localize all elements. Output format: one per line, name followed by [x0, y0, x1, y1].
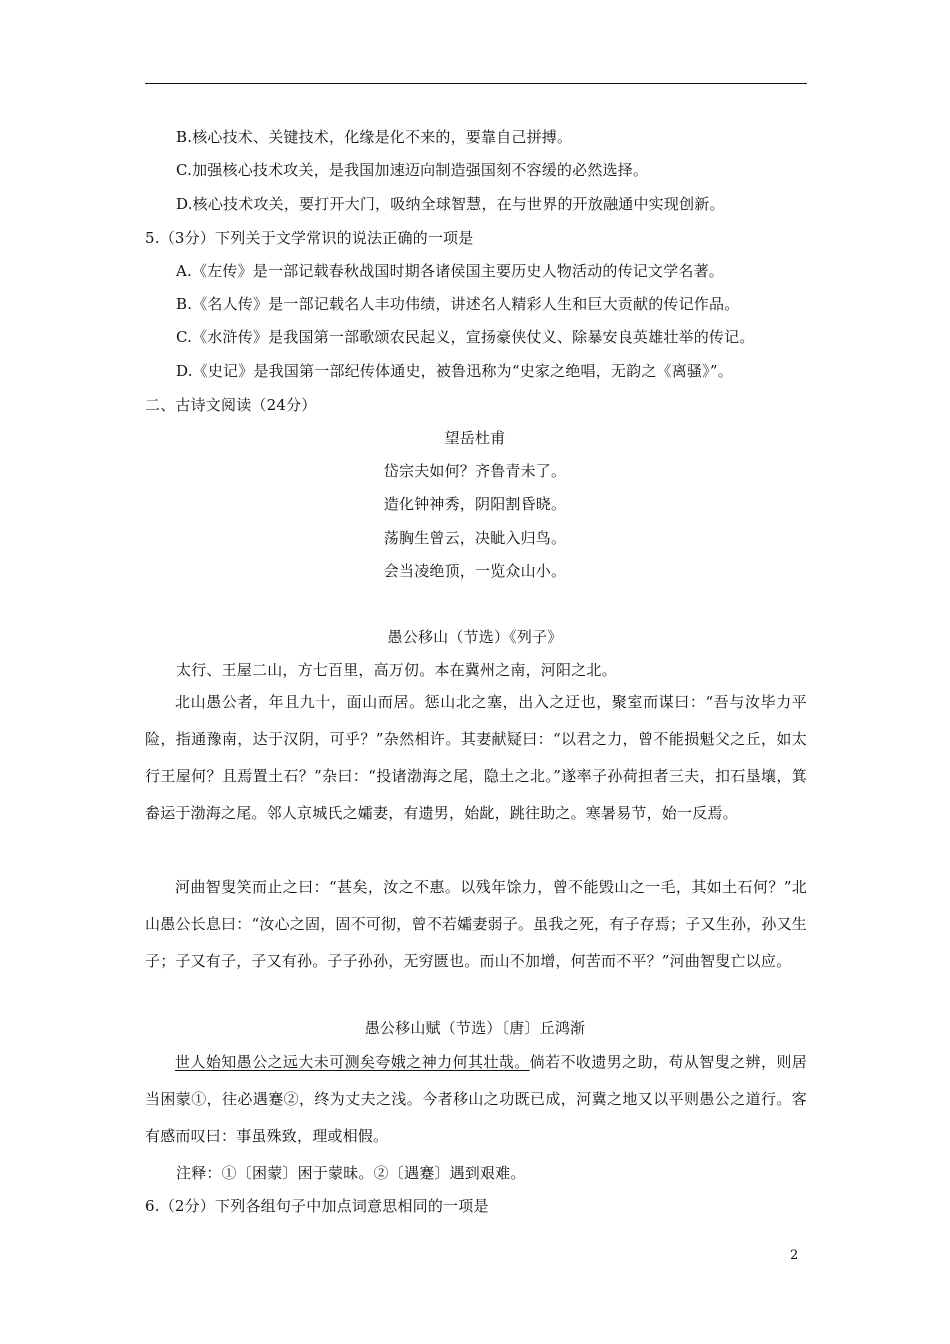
q4-option-c: C.加强核心技术攻关，是我国加速迈向制造强国刻不容缓的必然选择。: [176, 161, 649, 179]
header-rule: [145, 83, 807, 84]
fu-text: 倘若不收遗男之助，苟从智叟之辨，则居当困蒙①，往必遇蹇②，终为丈夫之浅。今者移山之功既已成，河冀之地又以平则愚公之道行。客有感而叹曰：事虽殊致，理或相假。: [145, 1053, 807, 1145]
passage-paragraph: 太行、王屋二山，方七百里，高万仞。本在冀州之南，河阳之北。: [176, 661, 617, 679]
q5-option-c: C.《水浒传》是我国第一部歌颂农民起义，宣扬豪侠仗义、除暴安良英雄壮举的传记。: [176, 328, 755, 346]
poem-line: 荡胸生曾云，决眦入归鸟。: [383, 529, 567, 547]
annotation-note: 注释：①〔困蒙〕困于蒙昧。②〔遇蹇〕遇到艰难。: [176, 1164, 526, 1182]
q6-stem: 6.（2分）下列各组句子中加点词意思相同的一项是: [145, 1197, 489, 1215]
q4-option-b: B.核心技术、关键技术，化缘是化不来的，要靠自己拼搏。: [176, 128, 573, 146]
q5-option-d: D.《史记》是我国第一部纪传体通史，被鲁迅称为“史家之绝唱，无韵之《离骚》”。: [176, 362, 733, 380]
q5-option-b: B.《名人传》是一部记载名人丰功伟绩，讲述名人精彩人生和巨大贡献的传记作品。: [176, 295, 740, 313]
page-number: 2: [790, 1248, 799, 1263]
fu-title: 愚公移山赋（节选）〔唐〕丘鸿渐: [364, 1019, 586, 1037]
passage-paragraph: 河曲智叟笑而止之曰：“甚矣，汝之不惠。以残年馀力，曾不能毁山之一毛，其如土石何？”北山愚公长息曰：“汝心之固，固不可彻，曾不若孀妻弱子。虽我之死，有子存焉；子又生孙，孙又生子；子又有子，子又有孙。子子孙孙，无穷匮也。而山不加增，何苦而不平？”河曲智叟亡以应。: [145, 878, 807, 970]
q4-option-d: D.核心技术攻关，要打开大门，吸纳全球智慧，在与世界的开放融通中实现创新。: [176, 195, 725, 213]
q5-stem: 5.（3分）下列关于文学常识的说法正确的一项是: [145, 229, 474, 247]
passage-title: 愚公移山（节选）《列子》: [387, 628, 563, 646]
section-heading: 二、古诗文阅读（24分）: [145, 396, 317, 414]
q5-option-a: A.《左传》是一部记载春秋战国时期各诸侯国主要历史人物活动的传记文学名著。: [176, 262, 725, 280]
poem-line: 造化钟神秀，阴阳割昏晓。: [383, 495, 567, 513]
poem-line: 岱宗夫如何？齐鲁青未了。: [383, 462, 567, 480]
passage-paragraph: 北山愚公者，年且九十，面山而居。惩山北之塞，出入之迂也，聚室而谋曰：“吾与汝毕力平险，指通豫南，达于汉阴，可乎？”杂然相许。其妻献疑曰：“以君之力，曾不能损魁父之丘，如太行王屋何？且焉置土石？”杂曰：“投诸渤海之尾，隐土之北。”遂率子孙荷担者三夫，扣石垦壤，箕畚运于渤海之尾。邻人京城氏之孀妻，有遗男，始龀，跳往助之。寒暑易节，始一反焉。: [145, 693, 807, 822]
fu-paragraph: [145, 1044, 807, 1155]
poem-title: 望岳杜甫: [444, 429, 506, 447]
poem-line: 会当凌绝顶，一览众山小。: [383, 562, 567, 580]
underlined-sentence: 世人始知愚公之远大未可测矣夸娥之神力何其壮哉。: [175, 1053, 530, 1071]
